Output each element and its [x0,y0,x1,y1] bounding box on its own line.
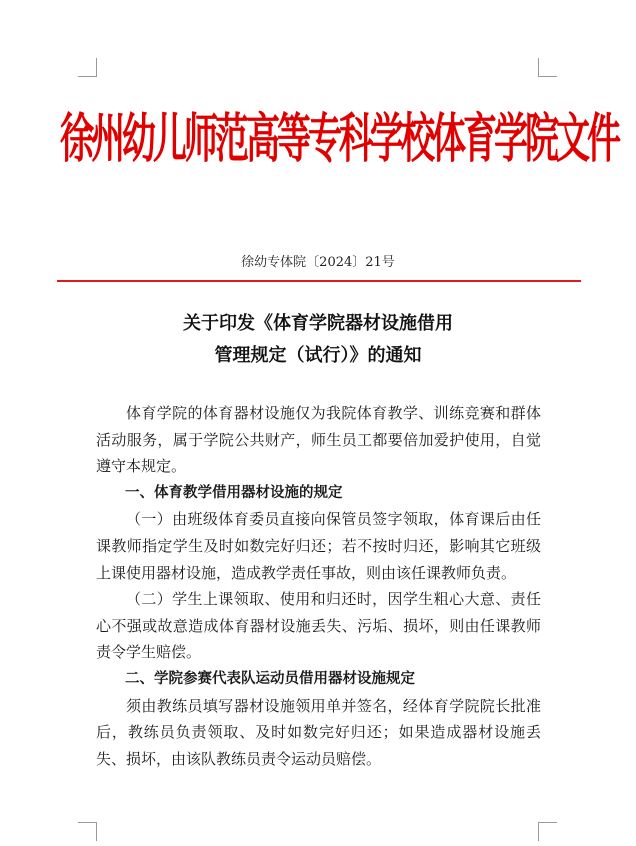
document-number: 徐幼专体院〔2024〕21号 [241,255,395,270]
section-2-paragraph-1: 须由教练员填写器材设施领用单并签名，经体育学院院长批准后，教练员负责领取、及时如数完好归还；如果造成器材设施丢失、损坏，由该队教练员责令运动员赔偿。 [96,696,541,768]
crop-mark-bottom-left [78,822,97,841]
section-1-paragraph-1: （一）由班级体育委员直接向保管员签字领取，体育课后由任课教师指定学生及时如数完好归还；若不按时归还，影响其它班级上课使用器材设施，造成教学责任事故，则由该任课教师负责。 [96,510,541,582]
document-body [96,400,541,772]
crop-mark-top-right [538,58,557,77]
crop-mark-top-left [78,58,97,77]
red-divider-line [57,280,581,282]
document-title-line-2: 管理规定（试行）》的通知 [214,345,422,366]
red-header-title: 徐州幼儿师范高等专科学校体育学院文件 [60,108,618,171]
intro-paragraph: 体育学院的体育器材设施仅为我院体育教学、训练竞赛和群体活动服务，属于学院公共财产，师生员工都要倍加爱护使用，自觉遵守本规定。 [96,404,541,476]
section-2-heading: 二、学院参赛代表队运动员借用器材设施规定 [125,670,415,687]
crop-mark-bottom-right [538,822,557,841]
document-title-line-1: 关于印发《体育学院器材设施借用 [183,313,453,334]
section-1-paragraph-2: （二）学生上课领取、使用和归还时，因学生粗心大意、责任心不强或故意造成体育器材设施丢失、污垢、损坏，则由任课教师责令学生赔偿。 [96,590,541,662]
document-title [0,308,636,372]
section-1-heading: 一、体育教学借用器材设施的规定 [125,484,343,501]
